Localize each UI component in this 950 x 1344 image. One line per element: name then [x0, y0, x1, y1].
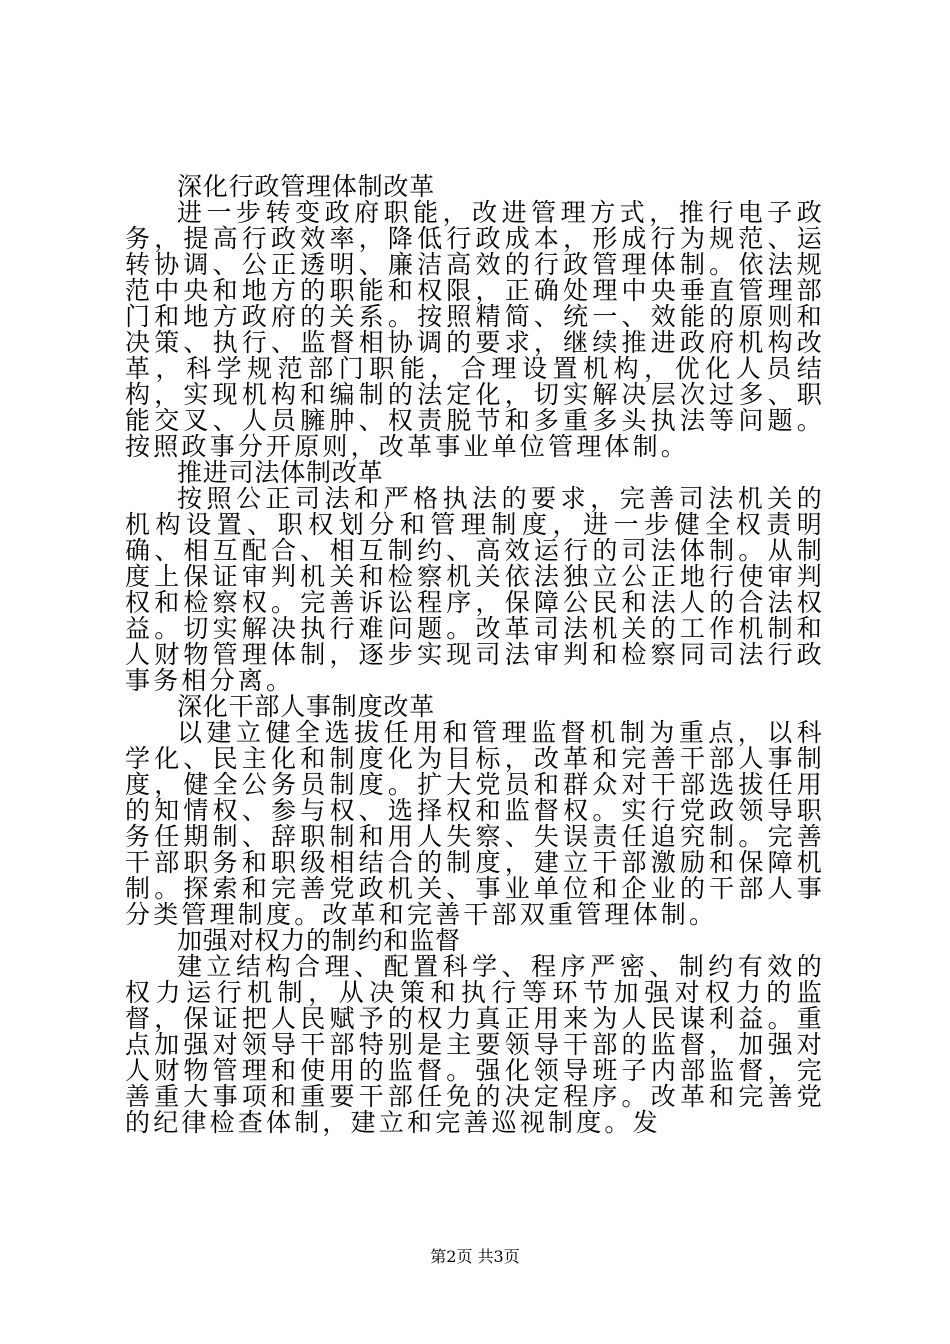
page-footer	[0, 1244, 950, 1267]
section-paragraph: 进一步转变政府职能，改进管理方式，推行电子政务，提高行政效率，降低行政成本，形成行为规范、运转协调、公正透明、廉洁高效的行政管理体制。依法规范中央和地方的职能和权限，正确处理中央垂直管理部门和地方政府的关系。按照精简、统一、效能的原则和决策、执行、监督相协调的要求，继续推进政府机构改革，科学规范部门职能，合理设置机构，优化人员结构，实现机构和编制的法定化，切实解决层次过多、职能交叉、人员臃肿、权责脱节和多重多头执法等问题。按照政事分开原则，改革事业单位管理体制。	[125, 198, 825, 461]
section-paragraph: 以建立健全选拔任用和管理监督机制为重点，以科学化、民主化和制度化为目标，改革和完善干部人事制度，健全公务员制度。扩大党员和群众对干部选拔任用的知情权、参与权、选择权和监督权。实行党政领导职务任期制、辞职制和用人失察、失误责任追究制。完善干部职务和职级相结合的制度，建立干部激励和保障机制。探索和完善党政机关、事业单位和企业的干部人事分类管理制度。改革和完善干部双重管理体制。	[125, 718, 825, 929]
page-number-label: 第2页 共3页	[430, 1247, 520, 1266]
section-heading: 推进司法体制改革	[177, 458, 384, 487]
section-heading: 加强对权力的制约和监督	[177, 926, 461, 955]
section-heading: 深化行政管理体制改革	[177, 172, 436, 201]
section-paragraph: 按照公正司法和严格执法的要求，完善司法机关的机构设置、职权划分和管理制度，进一步健全权责明确、相互配合、相互制约、高效运行的司法体制。从制度上保证审判机关和检察机关依法独立公正地行使审判权和检察权。完善诉讼程序，保障公民和法人的合法权益。切实解决执行难问题。改革司法机关的工作机制和人财物管理体制，逐步实现司法审判和检察同司法行政事务相分离。	[125, 484, 825, 695]
section-heading: 深化干部人事制度改革	[177, 692, 436, 721]
document-body	[125, 174, 825, 1136]
section-paragraph: 建立结构合理、配置科学、程序严密、制约有效的权力运行机制，从决策和执行等环节加强对权力的监督，保证把人民赋予的权力真正用来为人民谋利益。重点加强对领导干部特别是主要领导干部的监督，加强对人财物管理和使用的监督。强化领导班子内部监督，完善重大事项和重要干部任免的决定程序。改革和完善党的纪律检查体制，建立和完善巡视制度。发	[125, 952, 825, 1137]
